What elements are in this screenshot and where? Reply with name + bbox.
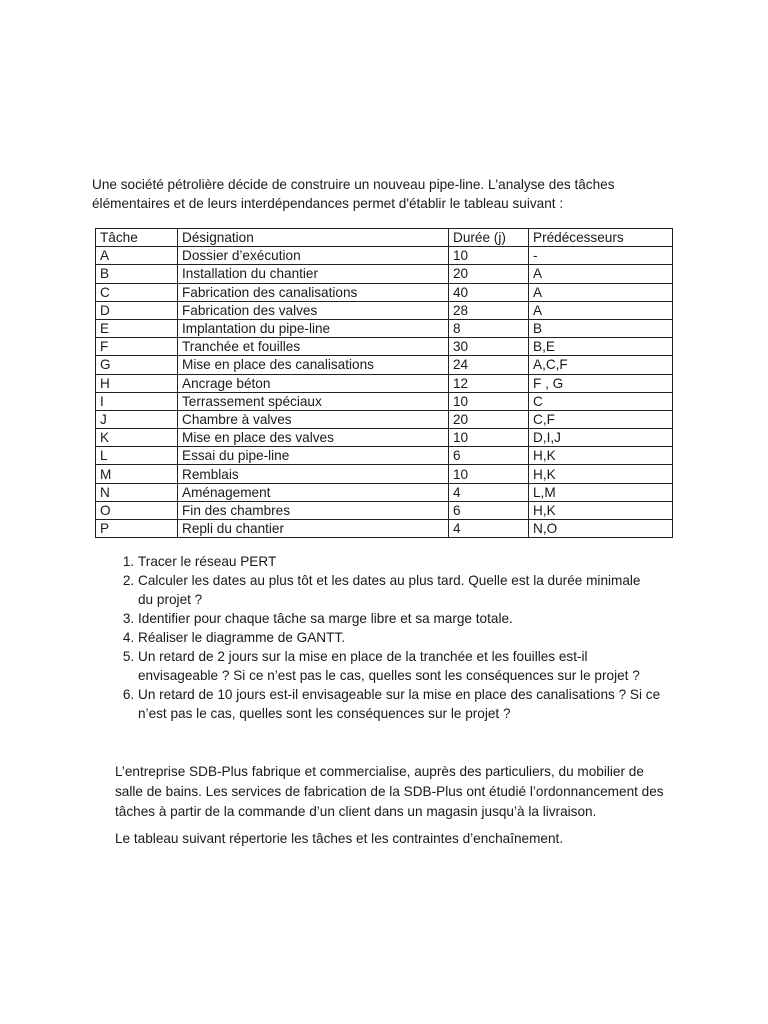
predecessors-cell: D,I,J bbox=[529, 429, 673, 447]
intro-line-2: élémentaires et de leurs interdépendances permet d'établir le tableau suivant : bbox=[92, 196, 564, 211]
task-cell: I bbox=[96, 392, 178, 410]
question-item-5 bbox=[138, 647, 698, 685]
designation-cell: Ancrage béton bbox=[178, 374, 449, 392]
designation-cell: Essai du pipe-line bbox=[178, 447, 449, 465]
task-cell: B bbox=[96, 265, 178, 283]
task-cell: N bbox=[96, 483, 178, 501]
duration-cell: 12 bbox=[449, 374, 529, 392]
question-line: 5. Un retard de 2 jours sur la mise en place de la tranchée et les fouilles est-il bbox=[138, 649, 588, 664]
question-item-3 bbox=[138, 609, 698, 628]
designation-cell: Aménagement bbox=[178, 483, 449, 501]
header-predecessors: Prédécesseurs bbox=[529, 229, 673, 247]
task-cell: O bbox=[96, 501, 178, 519]
question-item-2 bbox=[138, 571, 698, 609]
predecessors-cell: B,E bbox=[529, 338, 673, 356]
task-cell: L bbox=[96, 447, 178, 465]
table-header-row bbox=[96, 229, 673, 247]
paragraph-line: salle de bains. Les services de fabrication de la SDB-Plus ont étudié l’ordonnancement des bbox=[115, 784, 664, 799]
predecessors-cell: A bbox=[529, 283, 673, 301]
duration-cell: 6 bbox=[449, 501, 529, 519]
designation-cell: Implantation du pipe-line bbox=[178, 319, 449, 337]
predecessors-cell: C bbox=[529, 392, 673, 410]
designation-cell: Repli du chantier bbox=[178, 520, 449, 538]
task-cell: M bbox=[96, 465, 178, 483]
table-row bbox=[96, 283, 673, 301]
predecessors-cell: F , G bbox=[529, 374, 673, 392]
designation-cell: Chambre à valves bbox=[178, 410, 449, 428]
predecessors-cell: A,C,F bbox=[529, 356, 673, 374]
designation-cell: Remblais bbox=[178, 465, 449, 483]
duration-cell: 4 bbox=[449, 520, 529, 538]
tasks-table bbox=[95, 228, 673, 538]
question-line: 1. Tracer le réseau PERT bbox=[138, 554, 277, 569]
task-cell: H bbox=[96, 374, 178, 392]
predecessors-cell: B bbox=[529, 319, 673, 337]
duration-cell: 40 bbox=[449, 283, 529, 301]
table-row bbox=[96, 520, 673, 538]
predecessors-cell: A bbox=[529, 301, 673, 319]
duration-cell: 4 bbox=[449, 483, 529, 501]
duration-cell: 20 bbox=[449, 265, 529, 283]
duration-cell: 8 bbox=[449, 319, 529, 337]
predecessors-cell: C,F bbox=[529, 410, 673, 428]
question-line: envisageable ? Si ce n’est pas le cas, quelles sont les conséquences sur le projet ? bbox=[138, 668, 640, 683]
question-line: 6. Un retard de 10 jours est-il envisageable sur la mise en place des canalisations ? Si ce bbox=[138, 687, 661, 702]
duration-cell: 30 bbox=[449, 338, 529, 356]
header-designation: Désignation bbox=[178, 229, 449, 247]
task-cell: P bbox=[96, 520, 178, 538]
predecessors-cell: A bbox=[529, 265, 673, 283]
predecessors-cell: L,M bbox=[529, 483, 673, 501]
question-line: du projet ? bbox=[138, 592, 203, 607]
paragraph-line: Le tableau suivant répertorie les tâches et les contraintes d’enchaînement. bbox=[115, 831, 564, 846]
duration-cell: 28 bbox=[449, 301, 529, 319]
table-row bbox=[96, 410, 673, 428]
task-cell: C bbox=[96, 283, 178, 301]
question-line: 2. Calculer les dates au plus tôt et les dates au plus tard. Quelle est la durée minimale bbox=[138, 573, 641, 588]
table-row bbox=[96, 338, 673, 356]
predecessors-cell: H,K bbox=[529, 501, 673, 519]
header-task: Tâche bbox=[96, 229, 178, 247]
table-body bbox=[96, 247, 673, 538]
questions-list bbox=[117, 552, 698, 723]
question-line: 3. Identifier pour chaque tâche sa marge libre et sa marge totale. bbox=[138, 611, 513, 626]
designation-cell: Mise en place des valves bbox=[178, 429, 449, 447]
table-row bbox=[96, 319, 673, 337]
designation-cell: Fin des chambres bbox=[178, 501, 449, 519]
table-row bbox=[96, 247, 673, 265]
task-cell: K bbox=[96, 429, 178, 447]
predecessors-cell: - bbox=[529, 247, 673, 265]
predecessors-cell: N,O bbox=[529, 520, 673, 538]
duration-cell: 10 bbox=[449, 465, 529, 483]
paragraph-line: L’entreprise SDB-Plus fabrique et commercialise, auprès des particuliers, du mobilier de bbox=[115, 764, 644, 779]
designation-cell: Dossier d’exécution bbox=[178, 247, 449, 265]
question-line: 4. Réaliser le diagramme de GANTT. bbox=[138, 630, 345, 645]
designation-cell: Installation du chantier bbox=[178, 265, 449, 283]
duration-cell: 10 bbox=[449, 392, 529, 410]
task-cell: E bbox=[96, 319, 178, 337]
table-row bbox=[96, 483, 673, 501]
table-row bbox=[96, 265, 673, 283]
intro-line-1: Une société pétrolière décide de construire un nouveau pipe-line. L'analyse des tâches bbox=[92, 177, 615, 192]
predecessors-cell: H,K bbox=[529, 465, 673, 483]
duration-cell: 10 bbox=[449, 247, 529, 265]
designation-cell: Mise en place des canalisations bbox=[178, 356, 449, 374]
designation-cell: Fabrication des canalisations bbox=[178, 283, 449, 301]
task-cell: J bbox=[96, 410, 178, 428]
table-row bbox=[96, 392, 673, 410]
intro-paragraph bbox=[92, 175, 692, 213]
duration-cell: 10 bbox=[449, 429, 529, 447]
task-cell: D bbox=[96, 301, 178, 319]
table-row bbox=[96, 465, 673, 483]
question-item-4 bbox=[138, 628, 698, 647]
table-intro-paragraph bbox=[115, 829, 685, 849]
duration-cell: 6 bbox=[449, 447, 529, 465]
question-item-1 bbox=[138, 552, 698, 571]
duration-cell: 20 bbox=[449, 410, 529, 428]
table-row bbox=[96, 429, 673, 447]
designation-cell: Fabrication des valves bbox=[178, 301, 449, 319]
table-row bbox=[96, 374, 673, 392]
task-cell: F bbox=[96, 338, 178, 356]
duration-cell: 24 bbox=[449, 356, 529, 374]
sdb-plus-paragraph bbox=[115, 762, 685, 822]
question-item-6 bbox=[138, 685, 698, 723]
predecessors-cell: H,K bbox=[529, 447, 673, 465]
question-line: n’est pas le cas, quelles sont les conséquences sur le projet ? bbox=[138, 706, 511, 721]
paragraph-line: tâches à partir de la commande d’un client dans un magasin jusqu’à la livraison. bbox=[115, 804, 597, 819]
table-row bbox=[96, 356, 673, 374]
task-cell: G bbox=[96, 356, 178, 374]
header-duration: Durée (j) bbox=[449, 229, 529, 247]
table-row bbox=[96, 501, 673, 519]
table-row bbox=[96, 301, 673, 319]
designation-cell: Terrassement spéciaux bbox=[178, 392, 449, 410]
table-row bbox=[96, 447, 673, 465]
designation-cell: Tranchée et fouilles bbox=[178, 338, 449, 356]
task-cell: A bbox=[96, 247, 178, 265]
